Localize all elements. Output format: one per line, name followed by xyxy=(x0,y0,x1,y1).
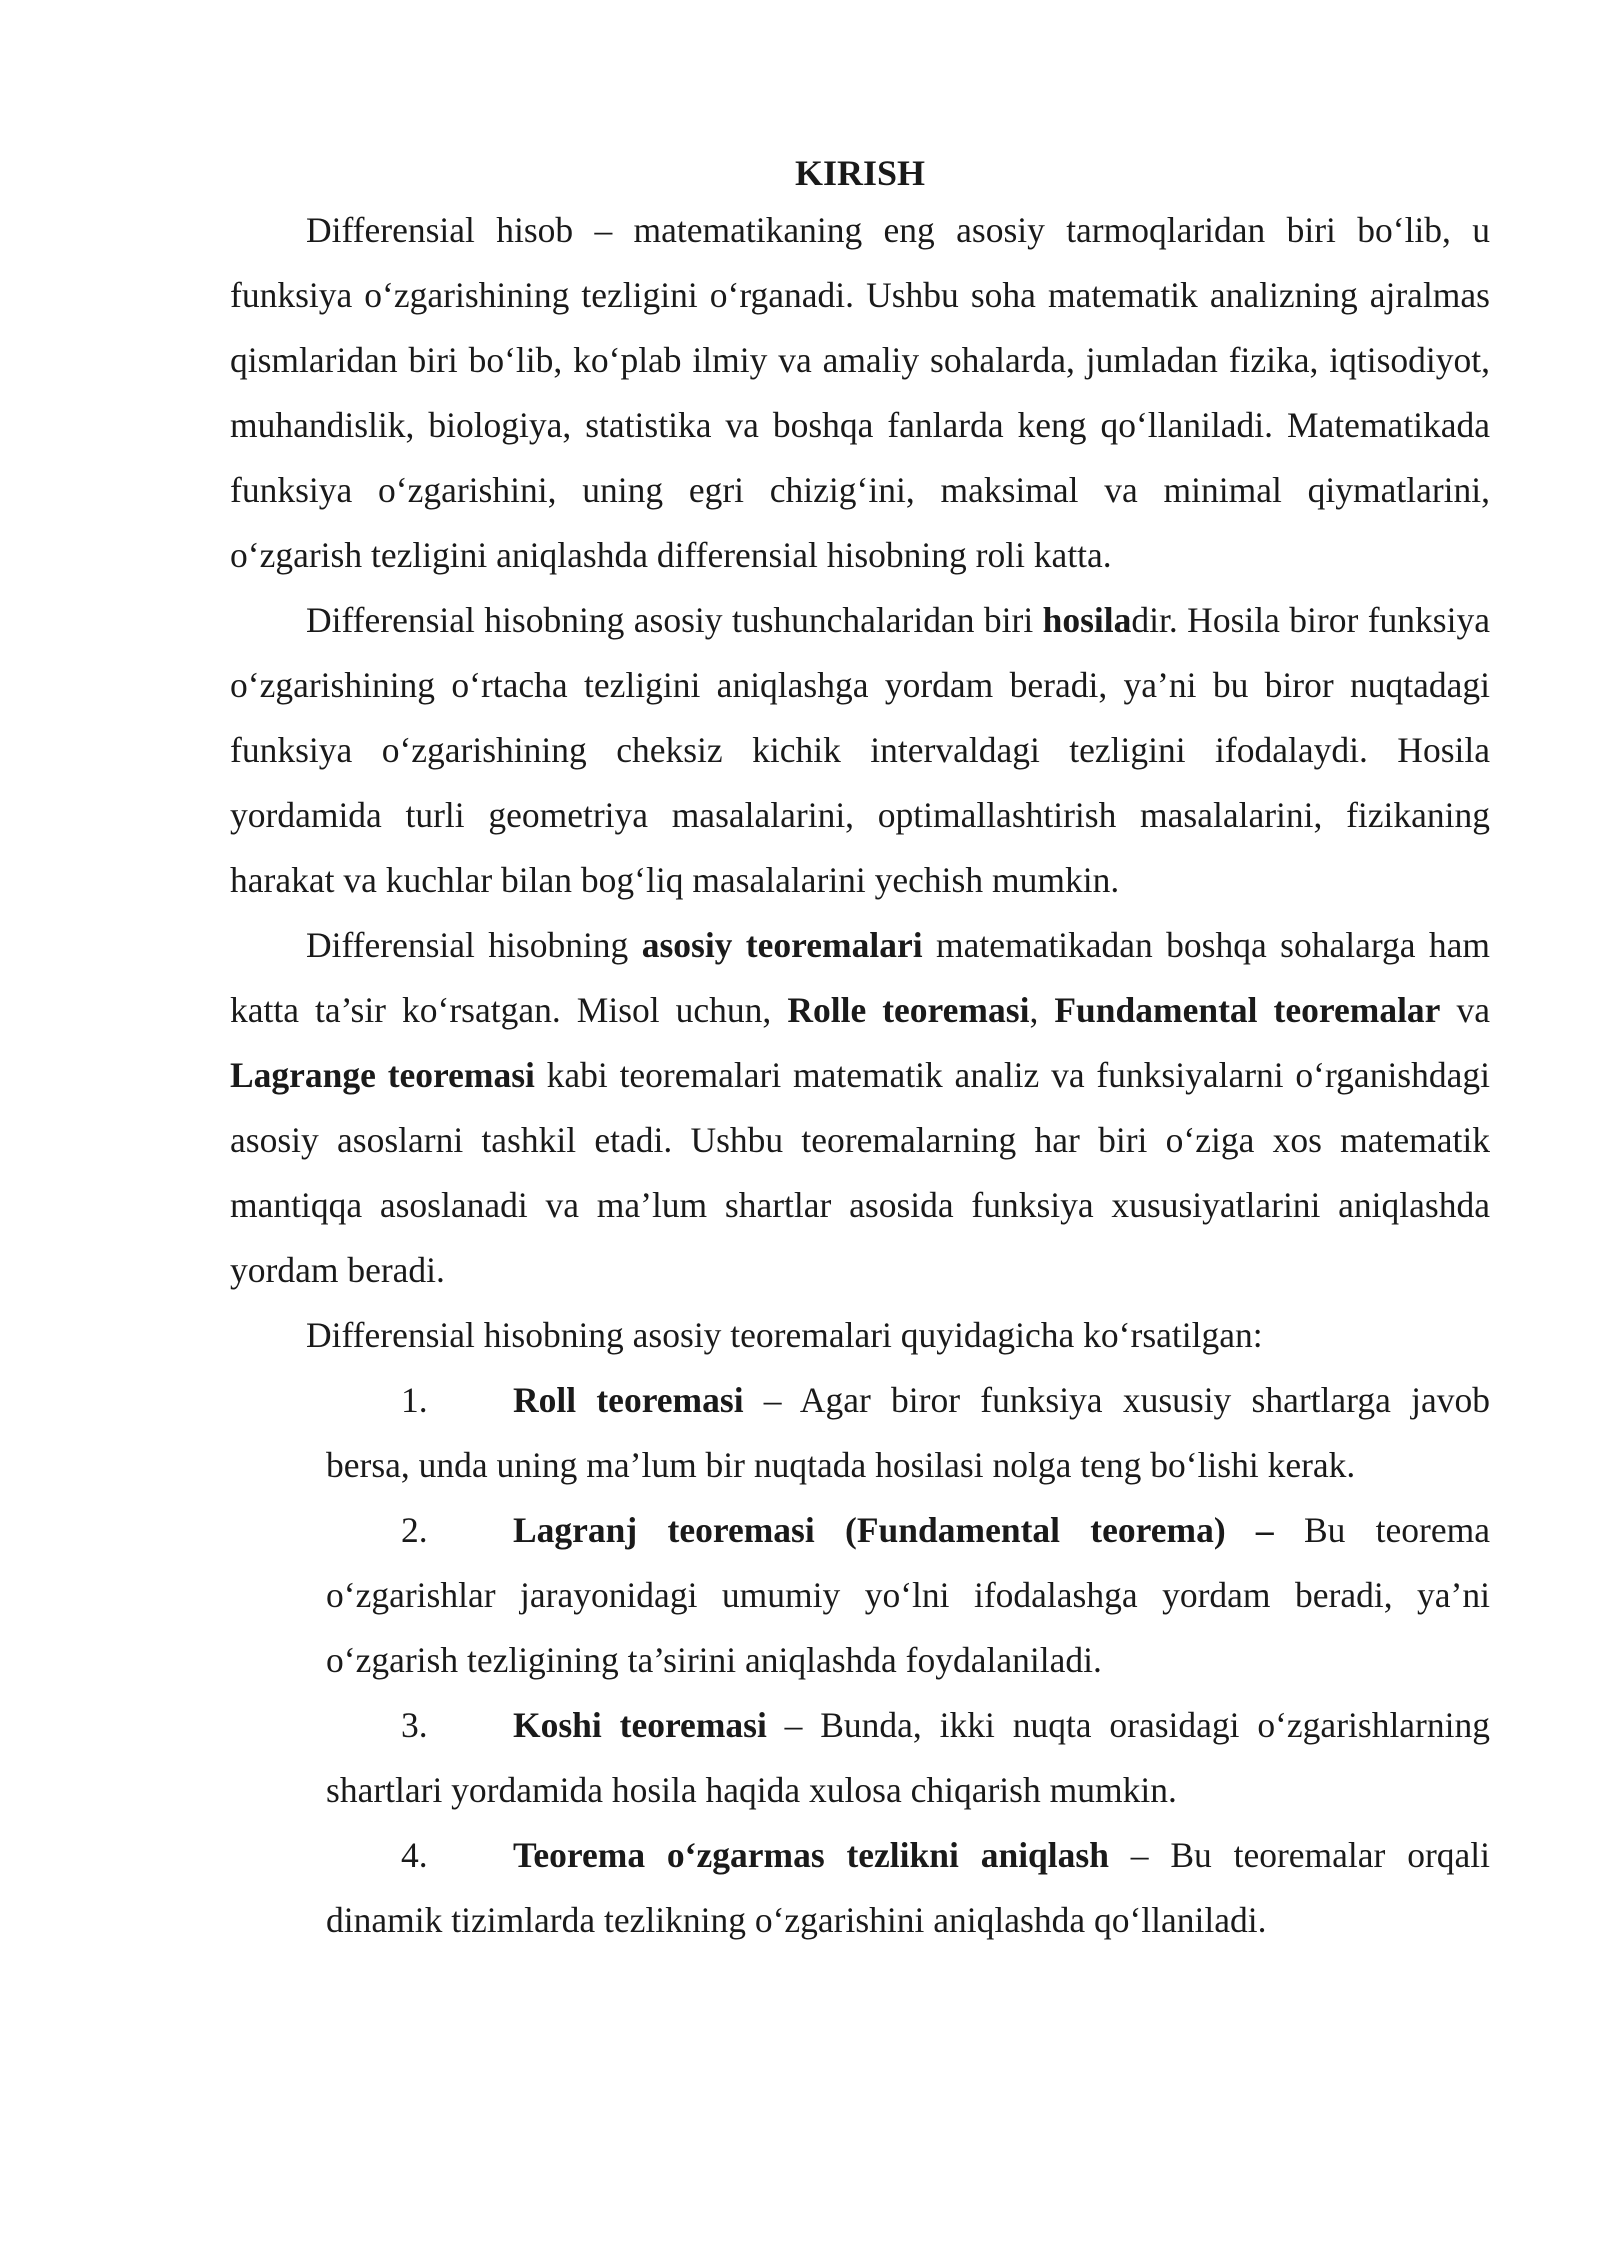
paragraph-theorems-text-d: , xyxy=(1029,990,1055,1030)
list-item-text: – Bu teoremalar orqali dinamik tizimlarda tezlikning o‘zgarishini aniqlashda qo‘llaniladi. xyxy=(326,1835,1490,1940)
term-fundamental-teoremalar: Fundamental teoremalar xyxy=(1054,990,1441,1030)
list-item-number: 4. xyxy=(401,1835,428,1875)
list-item-number: 1. xyxy=(401,1380,428,1420)
list-item-title: Lagranj teoremasi (Fundamental teorema) – xyxy=(513,1510,1274,1550)
term-hosila: hosila xyxy=(1042,600,1132,640)
paragraph-theorems-text-a: Differensial hisobning xyxy=(306,925,642,965)
paragraph-hosila-text-a: Differensial hisobning asosiy tushunchalaridan biri xyxy=(306,600,1043,640)
list-item-number: 3. xyxy=(401,1705,428,1745)
paragraph-intro: Differensial hisob – matematikaning eng asosiy tarmoqlaridan biri bo‘lib, u funksiya o‘zgarishining tezligini o‘rganadi. Ushbu soha matematik analizning ajralmas qismlaridan biri bo‘lib, ko‘plab ilmiy va amaliy sohalarda, jumladan fizika, iqtisodiyot, muhandislik, biologiya, statistika va boshqa fanlarda keng qo‘llaniladi. Matematikada funksiya o‘zgarishini, uning egri chizig‘ini, maksimal va minimal qiymatlarini, o‘zgarish tezligini aniqlashda differensial hisobning roli katta. xyxy=(230,210,1490,575)
term-rolle-teoremasi: Rolle teoremasi xyxy=(787,990,1030,1030)
list-item-number: 2. xyxy=(401,1510,428,1550)
paragraph-hosila xyxy=(230,588,1490,913)
paragraph-theorems-text-f: kabi teoremalari matematik analiz va funksiyalarni o‘rganishdagi asosiy asoslarni tashkil etadi. Ushbu teoremalarning har biri o‘ziga xos matematik mantiqqa asoslanadi va ma’lum shartlar asosida funksiya xususiyatlarini aniqlashda yordam beradi. xyxy=(230,1055,1490,1290)
document-page xyxy=(230,148,1490,1953)
paragraph-theorems-text-e: va xyxy=(1440,990,1490,1030)
list-item xyxy=(230,1823,1490,1953)
paragraph-theorems-text-c: matematikadan boshqa sohalarga ham katta ta’sir ko‘rsatgan. Misol uchun, xyxy=(230,925,1491,1030)
list-item-title: Teorema o‘zgarmas tezlikni aniqlash xyxy=(513,1835,1109,1875)
section-title: KIRISH xyxy=(794,153,926,193)
paragraph-list-lead: Differensial hisobning asosiy teoremalari quyidagicha ko‘rsatilgan: xyxy=(306,1315,1263,1355)
list-item-text: – Agar biror funksiya xususiy shartlarga javob bersa, unda uning ma’lum bir nuqtada hosilasi nolga teng bo‘lishi kerak. xyxy=(326,1380,1490,1485)
list-item xyxy=(230,1368,1490,1498)
list-item-title: Koshi teoremasi xyxy=(513,1705,767,1745)
theorem-list xyxy=(230,1368,1490,1953)
paragraph-theorems xyxy=(230,913,1490,1303)
paragraph-hosila-text-c: dir. Hosila biror funksiya o‘zgarishining o‘rtacha tezligini aniqlashga yordam beradi, ya’ni bu biror nuqtadagi funksiya o‘zgarishining cheksiz kichik intervaldagi tezligini ifodalaydi. Hosila yordamida turli geometriya masalalarini, optimallashtirish masalalarini, fizikaning harakat va kuchlar bilan bog‘liq masalalarini yechish mumkin. xyxy=(230,600,1490,900)
list-item xyxy=(230,1693,1490,1823)
list-item-title: Roll teoremasi xyxy=(513,1380,744,1420)
list-item-text: – Bunda, ikki nuqta orasidagi o‘zgarishlarning shartlari yordamida hosila haqida xulosa chiqarish mumkin. xyxy=(326,1705,1490,1810)
list-item-text: Bu teorema o‘zgarishlar jarayonidagi umumiy yo‘lni ifodalashga yordam beradi, ya’ni o‘zgarish tezligining ta’sirini aniqlashda foydalaniladi. xyxy=(326,1510,1491,1680)
term-lagrange-teoremasi: Lagrange teoremasi xyxy=(230,1055,535,1095)
term-asosiy-teoremalari: asosiy teoremalari xyxy=(641,925,923,965)
list-item xyxy=(230,1498,1490,1693)
